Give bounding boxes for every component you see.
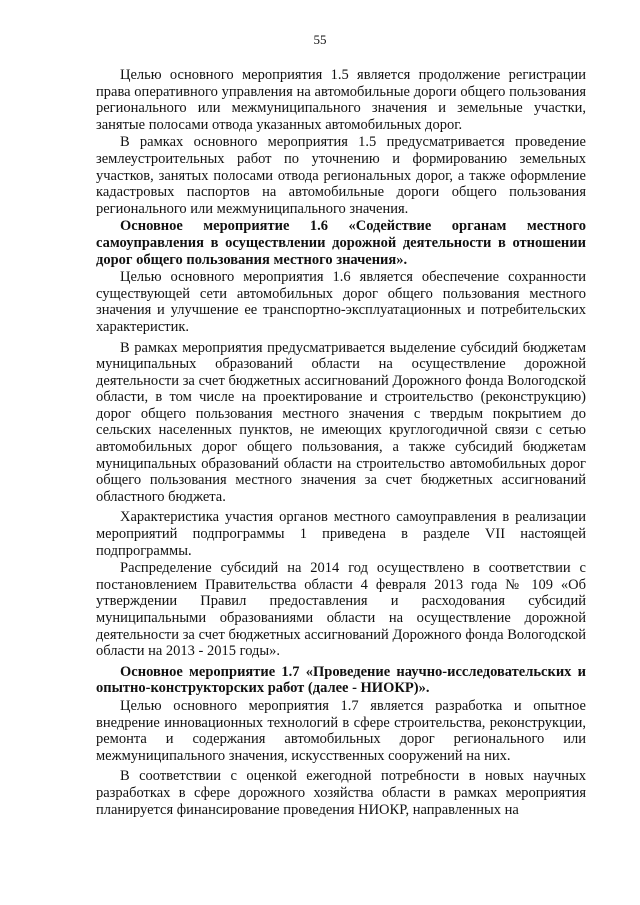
paragraph-local-participation: Характеристика участия органов местного самоуправления в реализации мероприятий подпрограммы 1 приведена в разделе VII настоящей подпрограммы. — [96, 509, 586, 559]
document-body — [96, 67, 586, 818]
paragraph-scope-1-5: В рамках основного мероприятия 1.5 предусматривается проведение землеустроительных работ по уточнению и формированию земельных участков, занятых полосами отвода региональных дорог, а также оформление кадастровых паспортов на автомобильные дороги общего пользования регионального или межмуниципального значения. — [96, 134, 586, 217]
paragraph-research-funding: В соответствии с оценкой ежегодной потребности в новых научных разработках в сфере дорожного хозяйства области в рамках мероприятия планируется финансирование проведения НИОКР, направленных на — [96, 768, 586, 818]
paragraph-goal-1-5: Целью основного мероприятия 1.5 является продолжение регистрации права оперативного управления на автомобильные дороги общего пользования регионального или межмуниципального значения и земельные участки, занятые полосами отвода указанных автомобильных дорог. — [96, 67, 586, 133]
heading-measure-1-7: Основное мероприятие 1.7 «Проведение научно-исследовательских и опытно-конструкторских работ (далее - НИОКР)». — [96, 663, 586, 697]
paragraph-goal-1-7: Целью основного мероприятия 1.7 является разработка и опытное внедрение инновационных технологий в сфере строительства, реконструкции, ремонта и содержания автомобильных дорог регионального или межмуниципального значения, искусственных сооружений на них. — [96, 697, 586, 764]
heading-measure-1-6: Основное мероприятие 1.6 «Содействие органам местного самоуправления в осуществлении дорожной деятельности в отношении дорог общего пользования местного значения». — [96, 218, 586, 268]
paragraph-goal-1-6: Целью основного мероприятия 1.6 является обеспечение сохранности существующей сети автомобильных дорог общего пользования местного значения и улучшение ее транспортно-эксплуатационных и потребительских характеристик. — [96, 269, 586, 335]
paragraph-distribution-2014: Распределение субсидий на 2014 год осуществлено в соответствии с постановлением Правительства области 4 февраля 2013 года № 109 «Об утверждении Правил предоставления и расходования субсидий муниципальными образованиями области на осуществление дорожной деятельности за счет бюджетных ассигнований Дорожного фонда Вологодской области на 2013 - 2015 годы». — [96, 560, 586, 660]
page-number: 55 — [313, 32, 327, 47]
paragraph-subsidies-1-6: В рамках мероприятия предусматривается выделение субсидий бюджетам муниципальных образований области на осуществление дорожной деятельности за счет бюджетных ассигнований Дорожного фонда Вологодской области, в том числе на проектирование и строительство (реконструкцию) дорог общего пользования местного значения с твердым покрытием до сельских населенных пунктов, не имеющих круглогодичной связи с сетью автомобильных дорог общего пользования, а также субсидий бюджетам муниципальных образований области на строительство автомобильных дорог общего пользования местного значения за счет бюджетных ассигнований областного бюджета. — [96, 339, 586, 505]
